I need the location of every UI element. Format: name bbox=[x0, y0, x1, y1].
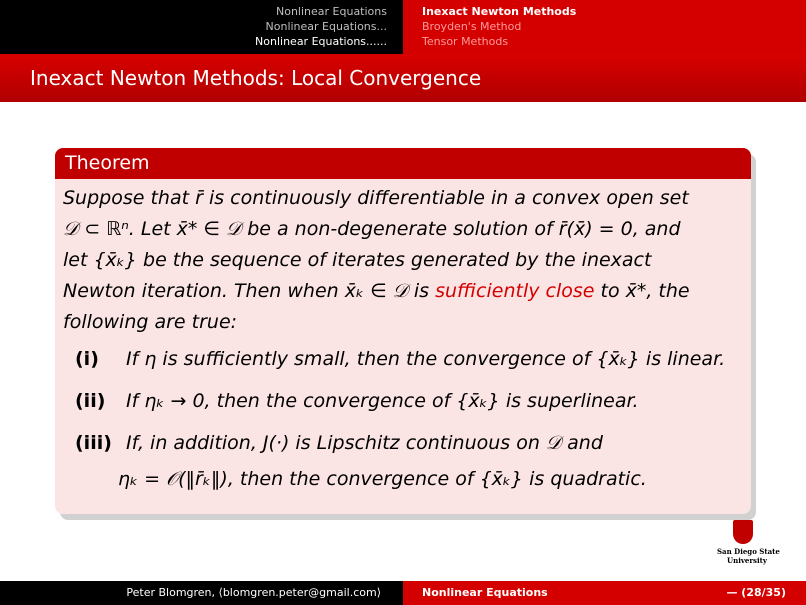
footer-bar bbox=[0, 581, 806, 605]
theorem-line-3: let {x̄ₖ} be the sequence of iterates generated by the inexact bbox=[63, 249, 652, 271]
sufficiently-close-highlight: sufficiently close bbox=[435, 280, 595, 302]
shield-icon bbox=[733, 520, 753, 544]
theorem-line-5: following are true: bbox=[63, 311, 238, 333]
nav-item-tensor[interactable]: Tensor Methods bbox=[422, 35, 509, 48]
nav-section-left bbox=[0, 0, 403, 54]
footer-author: Peter Blomgren, ⟨blomgren.peter@gmail.com⟩ bbox=[126, 586, 381, 599]
footer-page-number: — (28/35) bbox=[726, 586, 786, 599]
nav-section-right bbox=[403, 0, 806, 54]
item-text-i: If η is sufficiently small, then the convergence of {x̄ₖ} is linear. bbox=[126, 348, 726, 370]
item-text-iii: If, in addition, J(·) is Lipschitz continuous on 𝒟 and bbox=[126, 432, 603, 454]
item-label-iii: (iii) bbox=[75, 432, 112, 454]
theorem-body bbox=[55, 179, 751, 495]
slide-title-bar bbox=[0, 54, 806, 102]
item-label-i: (i) bbox=[75, 348, 99, 370]
theorem-item-iii bbox=[63, 422, 743, 464]
theorem-item-i bbox=[63, 338, 743, 380]
theorem-heading: Theorem bbox=[55, 148, 751, 179]
nav-item-nonlinear-1[interactable]: Nonlinear Equations bbox=[276, 5, 387, 18]
nav-item-broyden[interactable]: Broyden's Method bbox=[422, 20, 522, 33]
item-text-iii-continued: ηₖ = 𝒪(‖r̄ₖ‖), then the convergence of {x̄ₖ} is quadratic. bbox=[118, 468, 647, 490]
theorem-line-1: Suppose that r̄ is continuously differentiable in a convex open set bbox=[63, 187, 689, 209]
nav-item-inexact-newton[interactable]: Inexact Newton Methods bbox=[422, 5, 577, 18]
nav-item-nonlinear-2[interactable]: Nonlinear Equations... bbox=[265, 20, 387, 33]
theorem-line-4-start: Newton iteration. Then when x̄ₖ ∈ 𝒟 is bbox=[63, 280, 436, 302]
top-navigation bbox=[0, 0, 806, 54]
sdsu-logo bbox=[717, 520, 785, 568]
item-label-ii: (ii) bbox=[75, 390, 106, 412]
logo-line-2: University bbox=[727, 556, 767, 565]
footer-course: Nonlinear Equations bbox=[422, 586, 548, 599]
item-text-ii: If ηₖ → 0, then the convergence of {x̄ₖ} is superlinear. bbox=[126, 390, 639, 412]
slide-title: Inexact Newton Methods: Local Convergence bbox=[30, 66, 482, 90]
nav-item-nonlinear-3[interactable]: Nonlinear Equations...... bbox=[255, 35, 387, 48]
footer-right bbox=[403, 581, 806, 605]
footer-left bbox=[0, 581, 403, 605]
theorem-line-4 bbox=[63, 276, 743, 307]
theorem-line-4-end: to x̄*, the bbox=[594, 280, 690, 302]
theorem-block bbox=[55, 148, 751, 514]
theorem-line-2: 𝒟 ⊂ ℝⁿ. Let x̄* ∈ 𝒟 be a non-degenerate solution of r̄(x̄) = 0, and bbox=[63, 218, 681, 240]
theorem-item-ii bbox=[63, 380, 743, 422]
logo-line-1: San Diego State bbox=[717, 547, 780, 556]
